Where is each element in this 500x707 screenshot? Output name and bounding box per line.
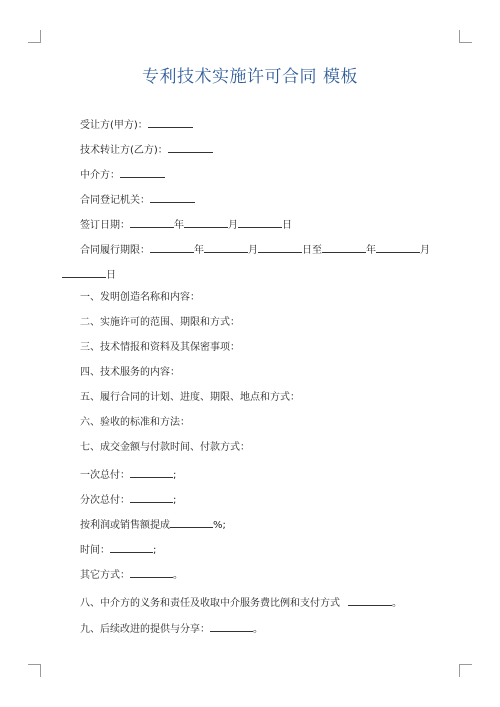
- intermediary-blank[interactable]: [120, 166, 165, 178]
- royalty-suffix: %;: [213, 520, 226, 531]
- term-line-continued: [62, 266, 116, 283]
- installments-line: [80, 491, 176, 508]
- time-blank[interactable]: [110, 541, 153, 553]
- transferee-blank[interactable]: [148, 116, 193, 128]
- time-label: 时间：: [80, 545, 110, 556]
- year-label: 年: [366, 245, 376, 256]
- sign-day-blank[interactable]: [238, 216, 282, 228]
- intermediary-line: [80, 166, 165, 183]
- transferor-label: 技术转让方(乙方)：: [80, 145, 168, 156]
- registration-label: 合同登记机关：: [80, 195, 150, 206]
- period: 。: [253, 624, 263, 635]
- corner-mark-bottom-right: [459, 664, 472, 677]
- term-label: 合同履行期限：: [80, 245, 150, 256]
- document-title: 专利技术实施许可合同 模板: [142, 67, 358, 87]
- month-label: 月: [420, 245, 430, 256]
- period: 。: [392, 598, 402, 609]
- transferee-line: [80, 116, 193, 133]
- section-5: 五、履行合同的计划、进度、期限、地点和方式：: [80, 392, 300, 403]
- month-label: 月: [228, 220, 238, 231]
- term-end-month-blank[interactable]: [376, 241, 420, 253]
- transferor-blank[interactable]: [168, 141, 213, 153]
- lump-sum-label: 一次总付：: [80, 470, 130, 481]
- transferor-line: [80, 141, 213, 158]
- section-4: 四、技术服务的内容：: [80, 367, 180, 378]
- term-line: [80, 241, 430, 258]
- sign-year-blank[interactable]: [130, 216, 174, 228]
- term-end-year-blank[interactable]: [322, 241, 366, 253]
- period: 。: [173, 570, 183, 581]
- other-method-blank[interactable]: [130, 566, 173, 578]
- term-start-day-blank[interactable]: [258, 241, 302, 253]
- time-line: [80, 541, 156, 558]
- other-method-line: [80, 566, 183, 583]
- section-9-blank[interactable]: [210, 620, 253, 632]
- section-8: 八、中介方的义务和责任及收取中介服务费比例和支付方式: [80, 598, 340, 609]
- royalty-prefix: 按利润或销售额提成: [80, 520, 170, 531]
- section-9: 九、后续改进的提供与分享：: [80, 624, 210, 635]
- semicolon: ;: [153, 545, 157, 556]
- transferee-label: 受让方(甲方)：: [80, 120, 148, 131]
- section-8-blank[interactable]: [348, 594, 392, 606]
- lump-sum-blank[interactable]: [130, 466, 173, 478]
- term-start-year-blank[interactable]: [150, 241, 194, 253]
- to-label: 日至: [302, 245, 322, 256]
- intermediary-label: 中介方：: [80, 170, 120, 181]
- royalty-line: [80, 516, 226, 533]
- term-start-month-blank[interactable]: [204, 241, 248, 253]
- sign-date-label: 签订日期：: [80, 220, 130, 231]
- month-label: 月: [248, 245, 258, 256]
- day-label: 日: [106, 270, 116, 281]
- installments-blank[interactable]: [130, 491, 173, 503]
- section-3: 三、技术情报和资料及其保密事项：: [80, 342, 240, 353]
- corner-mark-bottom-left: [28, 664, 41, 677]
- sign-month-blank[interactable]: [184, 216, 228, 228]
- royalty-blank[interactable]: [170, 516, 213, 528]
- semicolon: ;: [173, 470, 177, 481]
- section-6: 六、验收的标准和方法：: [80, 417, 190, 428]
- lump-sum-line: [80, 466, 176, 483]
- registration-line: [80, 191, 195, 208]
- year-label: 年: [174, 220, 184, 231]
- other-method-label: 其它方式：: [80, 570, 130, 581]
- installments-label: 分次总付：: [80, 495, 130, 506]
- section-1: 一、发明创造名称和内容：: [80, 292, 200, 303]
- section-8-line: [80, 594, 402, 611]
- registration-blank[interactable]: [150, 191, 195, 203]
- sign-date-line: [80, 216, 292, 233]
- year-label: 年: [194, 245, 204, 256]
- section-2: 二、实施许可的范围、期限和方式：: [80, 317, 240, 328]
- semicolon: ;: [173, 495, 177, 506]
- corner-mark-top-left: [28, 30, 41, 43]
- section-9-line: [80, 620, 263, 637]
- term-end-day-blank[interactable]: [62, 266, 106, 278]
- section-7: 七、成交金额与付款时间、付款方式：: [80, 442, 250, 453]
- corner-mark-top-right: [459, 30, 472, 43]
- day-label: 日: [282, 220, 292, 231]
